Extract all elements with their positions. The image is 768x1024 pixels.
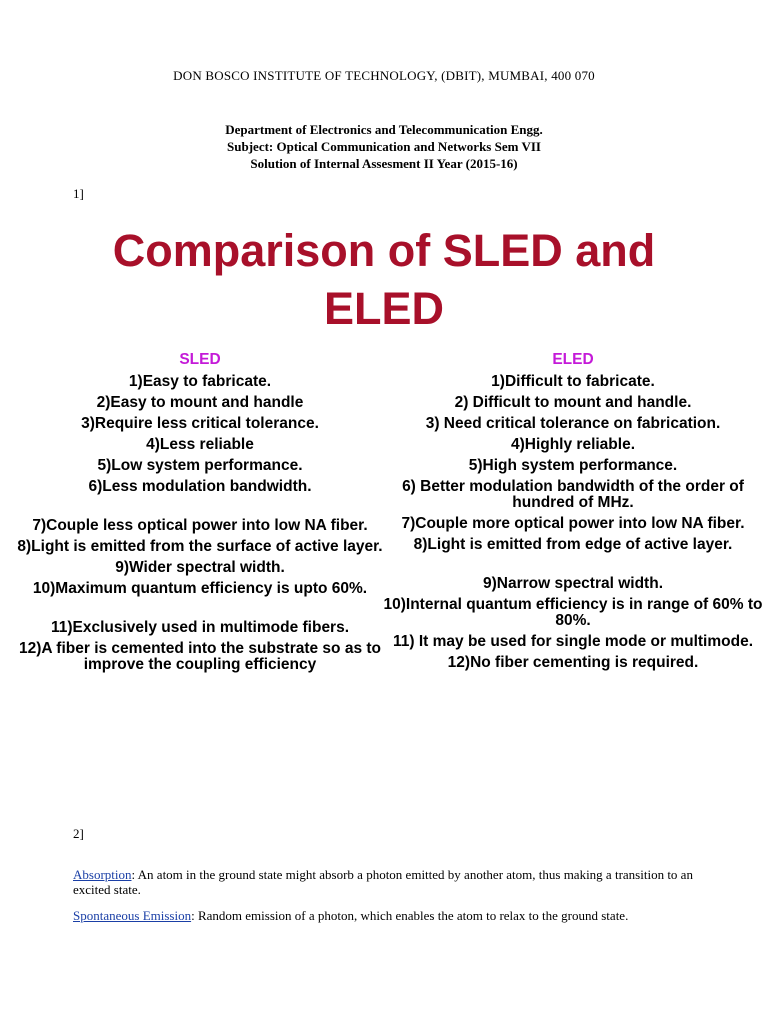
absorption-definition [73, 867, 693, 897]
title-line-2: ELED [323, 283, 444, 334]
eled-item: 11) It may be used for single mode or multimode. [392, 633, 754, 650]
title-line-1: Comparison of SLED and [112, 225, 656, 276]
comparison-title [0, 222, 768, 338]
question-2-number: 2] [73, 826, 84, 841]
institute-name: DON BOSCO INSTITUTE OF TECHNOLOGY, (DBIT), MUMBAI, 400 070 [173, 68, 595, 83]
absorption-separator: : [131, 867, 136, 882]
absorption-text: An atom in the ground state might absorb a photon emitted by another atom, thus making a transition to an excited state. [73, 867, 693, 897]
sled-item: 1)Easy to fabricate. [128, 373, 272, 390]
sled-item: 10)Maximum quantum efficiency is upto 60%. [32, 580, 368, 597]
sled-item: 4)Less reliable [146, 436, 254, 453]
question-1-number: 1] [73, 186, 84, 201]
solution-line: Solution of Internal Assesment II Year (2015-16) [250, 156, 518, 171]
sled-heading: SLED [179, 351, 221, 368]
eled-item: 5)High system performance. [468, 457, 678, 474]
sled-item: 5)Low system performance. [97, 457, 303, 474]
eled-item: 2) Difficult to mount and handle. [454, 394, 692, 411]
eled-item: 7)Couple more optical power into low NA fiber. [401, 515, 745, 532]
eled-column [383, 348, 763, 676]
spontaneous-emission-term: Spontaneous Emission [73, 908, 192, 923]
eled-item: 1)Difficult to fabricate. [491, 373, 655, 390]
subject-line: Subject: Optical Communication and Networks Sem VII [227, 139, 541, 154]
spontaneous-emission-text: Random emission of a photon, which enables the atom to relax to the ground state. [194, 908, 629, 923]
sled-column [10, 348, 390, 678]
absorption-term: Absorption [73, 867, 132, 882]
eled-item: 10)Internal quantum efficiency is in range of 60% to 80%. [383, 596, 763, 629]
sled-item: 2)Easy to mount and handle [96, 394, 304, 411]
sled-item: 9)Wider spectral width. [115, 559, 285, 576]
eled-item: 6) Better modulation bandwidth of the order of hundred of MHz. [402, 478, 744, 511]
sled-item: 7)Couple less optical power into low NA fiber. [32, 517, 368, 534]
sled-item: 3)Require less critical tolerance. [81, 415, 319, 432]
eled-item: 12)No fiber cementing is required. [447, 654, 699, 671]
department-line: Department of Electronics and Telecommunication Engg. [225, 122, 543, 137]
eled-item: 9)Narrow spectral width. [482, 575, 663, 592]
eled-item: 3) Need critical tolerance on fabrication. [425, 415, 721, 432]
spontaneous-emission-definition [73, 908, 693, 923]
sled-item: 8)Light is emitted from the surface of active layer. [17, 538, 383, 555]
spontaneous-separator: : [191, 908, 195, 923]
sled-item: 6)Less modulation bandwidth. [88, 478, 312, 495]
sled-item: 12)A fiber is cemented into the substrate so as to improve the coupling efficiency [18, 640, 382, 673]
eled-item: 8)Light is emitted from edge of active layer. [413, 536, 733, 553]
eled-item: 4)Highly reliable. [510, 436, 636, 453]
document-header [0, 121, 768, 172]
eled-heading: ELED [552, 351, 594, 368]
sled-item: 11)Exclusively used in multimode fibers. [50, 619, 350, 636]
